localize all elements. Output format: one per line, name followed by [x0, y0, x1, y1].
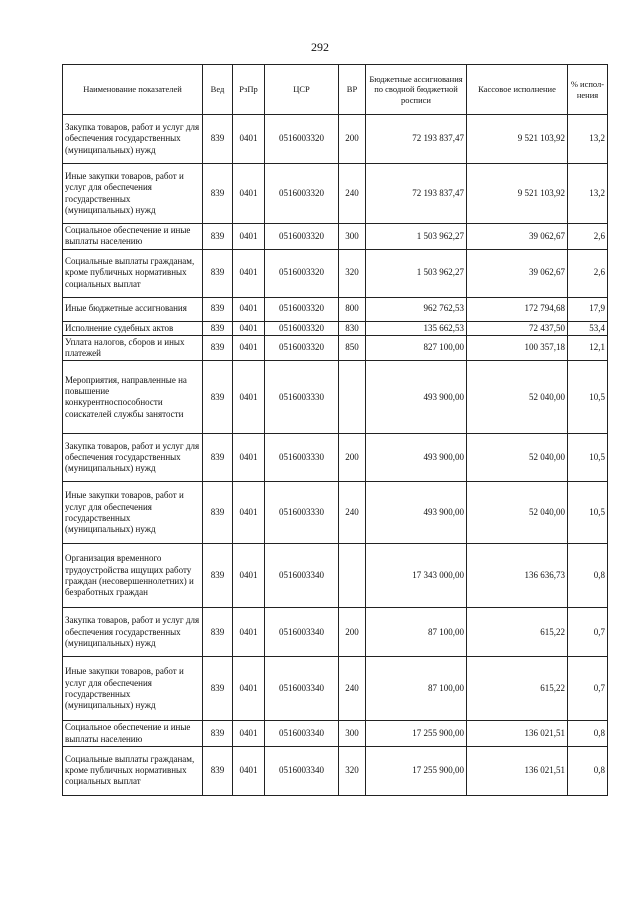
row-name: Иные закупки товаров, работ и услуг для обеспечения государственных (муниципальных) нужд [63, 657, 203, 721]
row-vr: 240 [339, 164, 366, 224]
row-vr: 800 [339, 297, 366, 321]
row-cash: 615,22 [467, 608, 568, 657]
row-budget: 72 193 837,47 [366, 164, 467, 224]
row-pct: 2,6 [568, 249, 608, 297]
row-budget: 493 900,00 [366, 482, 467, 544]
row-name: Иные закупки товаров, работ и услуг для обеспечения государственных (муниципальных) нужд [63, 164, 203, 224]
budget-execution-table [62, 64, 608, 796]
row-cash: 136 021,51 [467, 746, 568, 795]
row-ved: 839 [203, 224, 233, 250]
row-vr: 850 [339, 335, 366, 361]
header-pct: % испол-нения [568, 65, 608, 115]
row-rzpr: 0401 [233, 249, 265, 297]
row-pct: 13,2 [568, 115, 608, 164]
row-name: Закупка товаров, работ и услуг для обеспечения государственных (муниципальных) нужд [63, 608, 203, 657]
row-pct: 17,9 [568, 297, 608, 321]
row-pct: 10,5 [568, 434, 608, 482]
table-row [63, 224, 608, 250]
row-rzpr: 0401 [233, 321, 265, 335]
row-budget: 87 100,00 [366, 608, 467, 657]
row-name: Иные закупки товаров, работ и услуг для обеспечения государственных (муниципальных) нужд [63, 482, 203, 544]
page-number: 292 [311, 40, 329, 54]
row-csr: 0516003320 [265, 297, 339, 321]
row-rzpr: 0401 [233, 297, 265, 321]
header-budget: Бюджетные ассигнования по сводной бюджетной росписи [366, 65, 467, 115]
table-row [63, 657, 608, 721]
row-csr: 0516003340 [265, 657, 339, 721]
row-ved: 839 [203, 335, 233, 361]
row-name: Мероприятия, направленные на повышение конкурентноспособности соискателей службы занятости [63, 361, 203, 434]
row-cash: 172 794,68 [467, 297, 568, 321]
row-vr [339, 361, 366, 434]
table-row [63, 115, 608, 164]
row-vr: 320 [339, 746, 366, 795]
header-csr: ЦСР [265, 65, 339, 115]
row-csr: 0516003330 [265, 482, 339, 544]
row-pct: 12,1 [568, 335, 608, 361]
row-csr: 0516003320 [265, 224, 339, 250]
row-ved: 839 [203, 164, 233, 224]
row-vr: 200 [339, 115, 366, 164]
row-vr: 240 [339, 657, 366, 721]
row-vr [339, 544, 366, 608]
row-csr: 0516003330 [265, 434, 339, 482]
row-ved: 839 [203, 657, 233, 721]
row-name: Социальное обеспечение и иные выплаты населению [63, 224, 203, 250]
row-ved: 839 [203, 721, 233, 747]
row-csr: 0516003320 [265, 115, 339, 164]
table-row [63, 321, 608, 335]
table-row [63, 335, 608, 361]
row-pct: 0,7 [568, 608, 608, 657]
row-budget: 493 900,00 [366, 361, 467, 434]
row-rzpr: 0401 [233, 361, 265, 434]
row-rzpr: 0401 [233, 482, 265, 544]
row-cash: 39 062,67 [467, 249, 568, 297]
row-csr: 0516003320 [265, 164, 339, 224]
row-pct: 0,8 [568, 544, 608, 608]
row-pct: 10,5 [568, 361, 608, 434]
row-ved: 839 [203, 544, 233, 608]
row-budget: 17 255 900,00 [366, 746, 467, 795]
table-row [63, 608, 608, 657]
row-ved: 839 [203, 434, 233, 482]
row-cash: 136 021,51 [467, 721, 568, 747]
row-rzpr: 0401 [233, 115, 265, 164]
row-name: Социальные выплаты гражданам, кроме публичных нормативных социальных выплат [63, 249, 203, 297]
header-vr: ВР [339, 65, 366, 115]
row-csr: 0516003340 [265, 746, 339, 795]
table-row [63, 746, 608, 795]
row-budget: 87 100,00 [366, 657, 467, 721]
row-name: Закупка товаров, работ и услуг для обеспечения государственных (муниципальных) нужд [63, 115, 203, 164]
table-row [63, 434, 608, 482]
table-row [63, 482, 608, 544]
table-row [63, 164, 608, 224]
row-pct: 13,2 [568, 164, 608, 224]
row-cash: 136 636,73 [467, 544, 568, 608]
row-pct: 0,8 [568, 721, 608, 747]
row-name: Исполнение судебных актов [63, 321, 203, 335]
row-budget: 827 100,00 [366, 335, 467, 361]
row-rzpr: 0401 [233, 224, 265, 250]
row-name: Иные бюджетные ассигнования [63, 297, 203, 321]
row-budget: 17 255 900,00 [366, 721, 467, 747]
table-row [63, 249, 608, 297]
row-ved: 839 [203, 608, 233, 657]
row-csr: 0516003330 [265, 361, 339, 434]
table-row [63, 721, 608, 747]
row-name: Социальные выплаты гражданам, кроме публичных нормативных социальных выплат [63, 746, 203, 795]
row-pct: 0,7 [568, 657, 608, 721]
row-budget: 135 662,53 [366, 321, 467, 335]
row-ved: 839 [203, 321, 233, 335]
row-csr: 0516003340 [265, 721, 339, 747]
row-pct: 10,5 [568, 482, 608, 544]
row-rzpr: 0401 [233, 608, 265, 657]
table-header-row [63, 65, 608, 115]
row-cash: 39 062,67 [467, 224, 568, 250]
row-ved: 839 [203, 249, 233, 297]
table-row [63, 297, 608, 321]
row-rzpr: 0401 [233, 746, 265, 795]
row-rzpr: 0401 [233, 721, 265, 747]
row-vr: 300 [339, 721, 366, 747]
row-cash: 615,22 [467, 657, 568, 721]
row-vr: 240 [339, 482, 366, 544]
header-rzpr: РзПр [233, 65, 265, 115]
row-budget: 17 343 000,00 [366, 544, 467, 608]
row-cash: 9 521 103,92 [467, 164, 568, 224]
row-vr: 830 [339, 321, 366, 335]
row-csr: 0516003340 [265, 608, 339, 657]
row-pct: 0,8 [568, 746, 608, 795]
row-vr: 200 [339, 608, 366, 657]
row-budget: 962 762,53 [366, 297, 467, 321]
row-name: Закупка товаров, работ и услуг для обеспечения государственных (муниципальных) нужд [63, 434, 203, 482]
row-rzpr: 0401 [233, 164, 265, 224]
row-name: Социальное обеспечение и иные выплаты населению [63, 721, 203, 747]
row-pct: 2,6 [568, 224, 608, 250]
row-budget: 1 503 962,27 [366, 224, 467, 250]
row-rzpr: 0401 [233, 657, 265, 721]
row-csr: 0516003320 [265, 335, 339, 361]
row-name: Организация временного трудоустройства ищущих работу граждан (несовершеннолетних) и безработных граждан [63, 544, 203, 608]
row-cash: 9 521 103,92 [467, 115, 568, 164]
row-csr: 0516003320 [265, 321, 339, 335]
row-vr: 300 [339, 224, 366, 250]
row-cash: 52 040,00 [467, 434, 568, 482]
row-budget: 1 503 962,27 [366, 249, 467, 297]
row-ved: 839 [203, 746, 233, 795]
row-rzpr: 0401 [233, 434, 265, 482]
row-name: Уплата налогов, сборов и иных платежей [63, 335, 203, 361]
row-cash: 100 357,18 [467, 335, 568, 361]
row-vr: 320 [339, 249, 366, 297]
table-row [63, 544, 608, 608]
row-ved: 839 [203, 361, 233, 434]
row-cash: 52 040,00 [467, 482, 568, 544]
row-rzpr: 0401 [233, 544, 265, 608]
row-pct: 53,4 [568, 321, 608, 335]
header-cash: Кассовое исполнение [467, 65, 568, 115]
row-vr: 200 [339, 434, 366, 482]
table-row [63, 361, 608, 434]
header-ved: Вед [203, 65, 233, 115]
row-cash: 52 040,00 [467, 361, 568, 434]
row-budget: 72 193 837,47 [366, 115, 467, 164]
row-rzpr: 0401 [233, 335, 265, 361]
row-csr: 0516003340 [265, 544, 339, 608]
row-budget: 493 900,00 [366, 434, 467, 482]
row-cash: 72 437,50 [467, 321, 568, 335]
row-csr: 0516003320 [265, 249, 339, 297]
row-ved: 839 [203, 115, 233, 164]
row-ved: 839 [203, 297, 233, 321]
header-name: Наименование показателей [63, 65, 203, 115]
row-ved: 839 [203, 482, 233, 544]
